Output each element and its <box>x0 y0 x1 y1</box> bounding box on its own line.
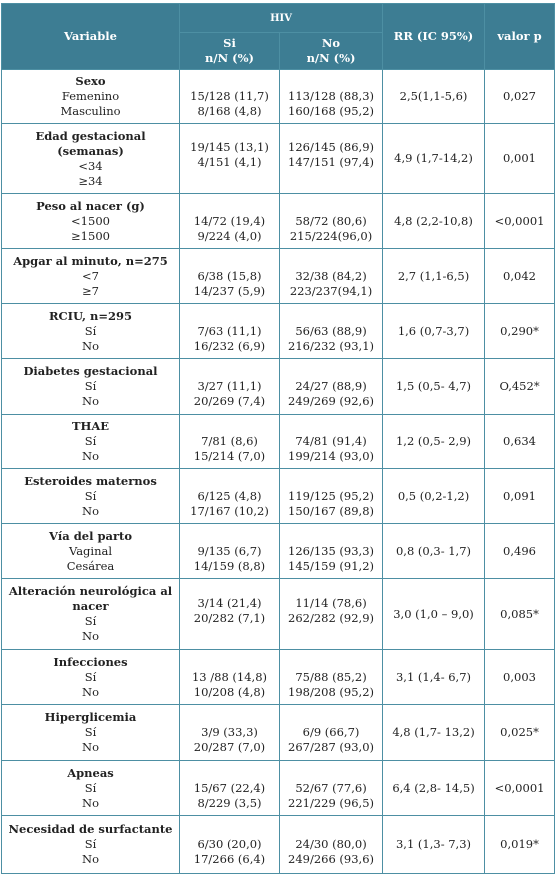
header-si-label: Si <box>223 36 236 50</box>
row-sub-label: Cesárea <box>66 558 115 573</box>
row-sub-label: Sí <box>84 614 97 628</box>
value-rr: 4,8 (2,2-10,8) <box>394 213 473 228</box>
row-title: Apneas <box>67 765 114 780</box>
value-si: 10/208 (4,8) <box>193 684 266 699</box>
value-rr: 2,5(1,1-5,6) <box>399 89 468 103</box>
header-p: valor p <box>485 4 555 70</box>
row-sub-label: No <box>82 740 99 754</box>
value-si: 16/232 (6,9) <box>193 338 266 353</box>
row-title: Infecciones <box>53 654 128 669</box>
table-row <box>2 761 555 816</box>
cell-si <box>180 469 280 524</box>
value-no: 147/151 (97,4) <box>288 155 375 169</box>
value-rr: 4,8 (1,7- 13,2) <box>392 725 475 739</box>
value-si: 6/125 (4,8) <box>197 488 262 503</box>
cell-rr <box>383 249 485 304</box>
value-no: 24/27 (88,9) <box>295 379 367 393</box>
row-sub-label: <1500 <box>71 213 110 228</box>
cell-no <box>280 304 383 359</box>
row-title: Esteroides maternos <box>24 473 157 488</box>
cell-variable <box>2 415 180 469</box>
header-hiv <box>180 4 383 33</box>
cell-rr <box>383 761 485 816</box>
cell-variable <box>2 816 180 874</box>
value-no: 198/208 (95,2) <box>288 684 375 699</box>
cell-variable <box>2 650 180 705</box>
row-sub-label: No <box>82 338 99 353</box>
cell-si <box>180 359 280 415</box>
value-rr: 4,9 (1,7-14,2) <box>394 151 473 165</box>
cell-si <box>180 124 280 194</box>
value-si: 17/167 (10,2) <box>190 503 269 518</box>
row-title: Apgar al minuto, n=275 <box>13 253 168 268</box>
row-sub-label: No <box>82 795 99 810</box>
header-no-sub: n/N (%) <box>306 51 356 65</box>
header-no <box>280 33 383 70</box>
cell-variable <box>2 705 180 761</box>
value-no: 216/232 (93,1) <box>288 338 375 353</box>
value-no: 249/269 (92,6) <box>288 394 375 408</box>
value-no: 32/38 (84,2) <box>295 268 367 283</box>
value-p: 0,025* <box>500 725 539 739</box>
value-rr: 1,2 (0,5- 2,9) <box>395 434 472 448</box>
value-no: 24/30 (80,0) <box>295 837 367 851</box>
row-sub-label: No <box>82 503 99 518</box>
cell-no <box>280 124 383 194</box>
value-si: 3/27 (11,1) <box>197 379 262 393</box>
row-sub-label: ≥34 <box>78 173 103 188</box>
row-title: Diabetes gestacional <box>23 364 158 378</box>
table-row <box>2 359 555 415</box>
row-title: Alteración neurológica al nacer <box>8 584 173 613</box>
value-si: 4/151 (4,1) <box>197 155 262 169</box>
value-p: 0,027 <box>503 89 536 103</box>
value-no: 223/237(94,1) <box>289 283 373 298</box>
value-rr: 1,6 (0,7-3,7) <box>397 323 470 338</box>
value-si: 20/269 (7,4) <box>193 394 266 408</box>
row-sub-label: No <box>82 449 99 463</box>
row-sub-label: Vaginal <box>68 543 113 558</box>
row-sub-label: Sí <box>84 669 97 684</box>
value-no: 56/63 (88,9) <box>295 323 367 338</box>
value-rr: 3,1 (1,3- 7,3) <box>395 837 472 851</box>
cell-rr <box>383 579 485 650</box>
cell-variable <box>2 124 180 194</box>
row-sub-label: Sí <box>84 837 97 851</box>
row-sub-label: No <box>82 852 99 866</box>
cell-rr <box>383 524 485 579</box>
cell-p <box>485 249 555 304</box>
value-p: 0,290* <box>500 323 539 338</box>
row-sub-label: No <box>82 394 99 408</box>
value-no: 267/287 (93,0) <box>288 740 375 754</box>
value-no: 74/81 (91,4) <box>295 434 367 448</box>
cell-no <box>280 469 383 524</box>
cell-rr <box>383 304 485 359</box>
cell-no <box>280 249 383 304</box>
cell-rr <box>383 124 485 194</box>
value-no: 145/159 (91,2) <box>288 558 375 573</box>
row-title: Vía del parto <box>48 528 132 543</box>
table-row <box>2 194 555 249</box>
row-title: Necesidad de surfactante <box>8 822 173 836</box>
cell-si <box>180 705 280 761</box>
header-si-sub: n/N (%) <box>205 51 254 65</box>
row-sub-label: Masculino <box>60 104 121 118</box>
cell-p <box>485 705 555 761</box>
cell-no <box>280 70 383 124</box>
value-rr: 6,4 (2,8- 14,5) <box>392 780 475 795</box>
value-si: 9/224 (4,0) <box>197 228 262 243</box>
cell-si <box>180 70 280 124</box>
value-no: 160/168 (95,2) <box>288 104 375 118</box>
value-si: 14/159 (8,8) <box>193 558 266 573</box>
cell-variable <box>2 249 180 304</box>
cell-p <box>485 415 555 469</box>
value-no: 199/214 (93,0) <box>288 449 375 463</box>
table-row <box>2 650 555 705</box>
row-title: Edad gestacional (semanas) <box>35 128 146 158</box>
cell-p <box>485 194 555 249</box>
cell-no <box>280 705 383 761</box>
value-no: 126/145 (86,9) <box>288 140 375 154</box>
cell-si <box>180 415 280 469</box>
value-si: 7/63 (11,1) <box>197 323 262 338</box>
cell-variable <box>2 359 180 415</box>
cell-p <box>485 524 555 579</box>
value-p: 0,001 <box>503 151 536 165</box>
value-no: 126/135 (93,3) <box>288 543 375 558</box>
table-row <box>2 579 555 650</box>
value-no: 75/88 (85,2) <box>295 669 367 684</box>
cell-si <box>180 194 280 249</box>
value-si: 17/266 (6,4) <box>193 852 266 866</box>
value-rr: 2,7 (1,1-6,5) <box>397 268 470 283</box>
table-body <box>2 70 555 874</box>
value-si: 15/128 (11,7) <box>190 89 269 103</box>
value-no: 119/125 (95,2) <box>288 488 375 503</box>
value-si: 6/38 (15,8) <box>197 268 262 283</box>
value-si: 15/67 (22,4) <box>193 780 266 795</box>
value-p: 0,003 <box>503 669 536 684</box>
cell-no <box>280 194 383 249</box>
value-si: 9/135 (6,7) <box>197 543 262 558</box>
row-sub-label: Sí <box>84 434 97 448</box>
cell-no <box>280 524 383 579</box>
cell-p <box>485 761 555 816</box>
cell-rr <box>383 469 485 524</box>
value-p: <0,0001 <box>494 780 545 795</box>
row-sub-label: Sí <box>84 725 97 739</box>
value-rr: 1,5 (0,5- 4,7) <box>395 379 472 393</box>
value-si: 6/30 (20,0) <box>197 837 262 851</box>
cell-p <box>485 579 555 650</box>
row-sub-label: Femenino <box>61 89 120 103</box>
cell-rr <box>383 816 485 874</box>
value-si: 13 /88 (14,8) <box>191 669 268 684</box>
value-si: 15/214 (7,0) <box>193 449 266 463</box>
cell-no <box>280 650 383 705</box>
cell-variable <box>2 304 180 359</box>
value-no: 262/282 (92,9) <box>288 610 375 625</box>
table-row <box>2 705 555 761</box>
row-title: Peso al nacer (g) <box>36 198 145 213</box>
cell-p <box>485 304 555 359</box>
table-row <box>2 249 555 304</box>
value-si: 20/282 (7,1) <box>193 610 266 625</box>
cell-p <box>485 124 555 194</box>
header-rr: RR (IC 95%) <box>383 4 485 70</box>
cell-si <box>180 816 280 874</box>
value-p: 0,634 <box>503 434 536 448</box>
cell-no <box>280 359 383 415</box>
value-si: 8/168 (4,8) <box>197 104 262 118</box>
cell-no <box>280 761 383 816</box>
cell-variable <box>2 194 180 249</box>
table-row <box>2 524 555 579</box>
value-p: <0,0001 <box>494 213 545 228</box>
cell-variable <box>2 579 180 650</box>
cell-no <box>280 415 383 469</box>
cell-variable <box>2 761 180 816</box>
row-title: THAE <box>71 419 110 433</box>
row-sub-label: No <box>82 684 99 699</box>
cell-si <box>180 650 280 705</box>
value-rr: 0,5 (0,2-1,2) <box>397 488 470 503</box>
row-sub-label: ≥1500 <box>71 228 110 243</box>
value-si: 14/72 (19,4) <box>193 213 266 228</box>
row-sub-label: Sí <box>84 379 97 393</box>
cell-no <box>280 579 383 650</box>
value-si: 20/287 (7,0) <box>193 740 266 754</box>
row-sub-label: <34 <box>78 158 103 173</box>
value-p: 0,042 <box>503 268 536 283</box>
header-si <box>180 33 280 70</box>
value-no: 221/229 (96,5) <box>288 795 375 810</box>
value-rr: 3,0 (1,0 – 9,0) <box>393 606 474 621</box>
value-p: 0,496 <box>503 543 536 558</box>
table-row <box>2 70 555 124</box>
results-table <box>1 3 555 874</box>
cell-rr <box>383 415 485 469</box>
cell-p <box>485 650 555 705</box>
cell-rr <box>383 650 485 705</box>
cell-no <box>280 816 383 874</box>
cell-si <box>180 304 280 359</box>
table-row <box>2 304 555 359</box>
row-sub-label: Sí <box>84 780 97 795</box>
header-no-label: No <box>321 36 341 50</box>
cell-p <box>485 70 555 124</box>
table-row <box>2 469 555 524</box>
value-no: 215/224(96,0) <box>289 228 373 243</box>
value-no: 6/9 (66,7) <box>302 725 360 739</box>
value-no: 113/128 (88,3) <box>288 89 375 103</box>
header-variable: Variable <box>2 4 180 70</box>
value-no: 249/266 (93,6) <box>288 852 375 866</box>
value-no: 150/167 (89,8) <box>288 503 375 518</box>
cell-si <box>180 761 280 816</box>
cell-rr <box>383 705 485 761</box>
value-rr: 0,8 (0,3- 1,7) <box>395 543 472 558</box>
value-si: 19/145 (13,1) <box>190 140 269 154</box>
cell-rr <box>383 359 485 415</box>
cell-p <box>485 816 555 874</box>
value-no: 52/67 (77,6) <box>295 780 367 795</box>
row-title: Hiperglicemia <box>44 710 137 724</box>
value-si: 7/81 (8,6) <box>201 434 258 448</box>
row-sub-label: Sí <box>84 488 97 503</box>
header-hiv-label: HIV <box>270 13 292 24</box>
row-sub-label: Sí <box>84 323 97 338</box>
row-title: Sexo <box>75 74 106 88</box>
value-si: 3/14 (21,4) <box>197 595 262 610</box>
row-sub-label: <7 <box>82 268 99 283</box>
cell-si <box>180 249 280 304</box>
cell-rr <box>383 70 485 124</box>
row-sub-label: ≥7 <box>82 283 99 298</box>
value-no: 11/14 (78,6) <box>295 595 367 610</box>
table-row <box>2 124 555 194</box>
cell-rr <box>383 194 485 249</box>
value-p: 0,091 <box>503 488 536 503</box>
cell-variable <box>2 70 180 124</box>
value-si: 3/9 (33,3) <box>201 725 258 739</box>
value-no: 58/72 (80,6) <box>295 213 367 228</box>
value-p: 0,085* <box>500 606 539 621</box>
cell-si <box>180 524 280 579</box>
value-p: 0,019* <box>500 837 539 851</box>
row-sub-label: No <box>82 629 99 643</box>
cell-p <box>485 469 555 524</box>
table-row <box>2 415 555 469</box>
row-title: RCIU, n=295 <box>48 308 133 323</box>
value-p: O,452* <box>499 379 540 393</box>
cell-variable <box>2 524 180 579</box>
value-si: 14/237 (5,9) <box>193 283 266 298</box>
table-row <box>2 816 555 874</box>
cell-variable <box>2 469 180 524</box>
cell-p <box>485 359 555 415</box>
value-si: 8/229 (3,5) <box>197 795 262 810</box>
cell-si <box>180 579 280 650</box>
value-rr: 3,1 (1,4- 6,7) <box>395 669 472 684</box>
